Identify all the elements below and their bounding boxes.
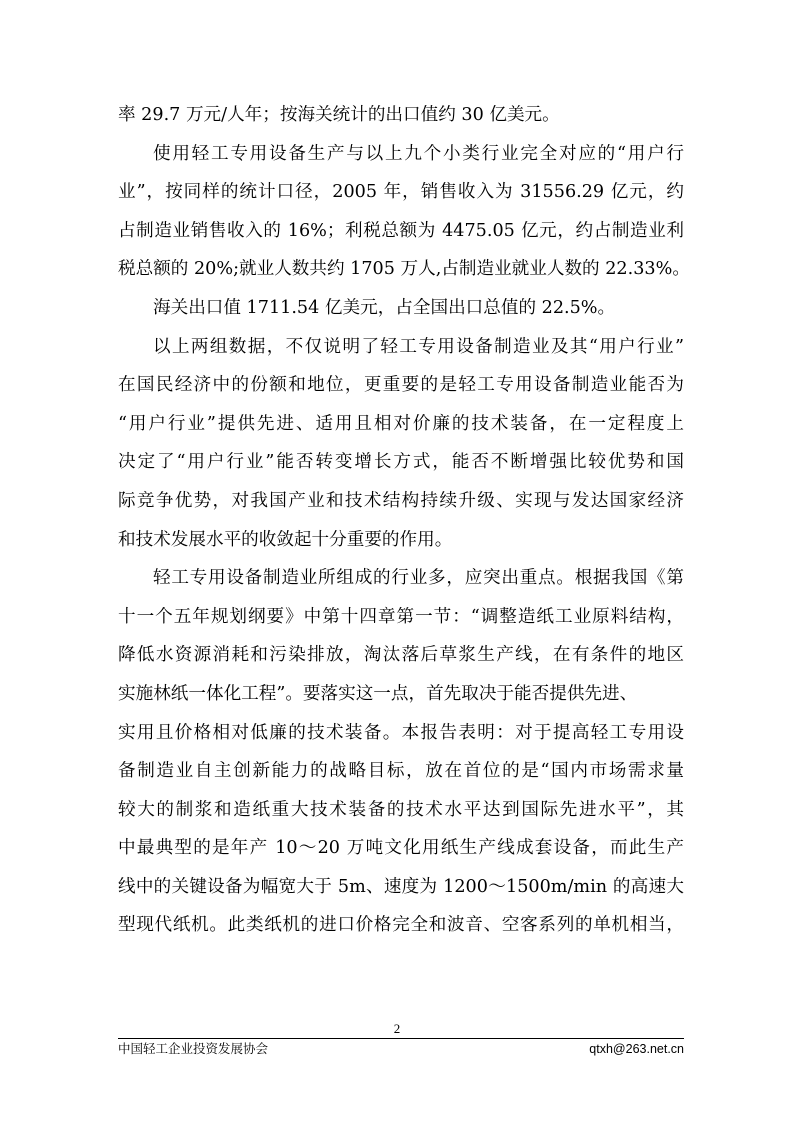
body-line: 实用且价格相对低廉的技术装备。本报告表明：对于提高轻工专用设 (118, 722, 684, 743)
body-line: 在国民经济中的份额和地位，更重要的是轻工专用设备制造业能否为 (118, 375, 684, 396)
body-line: 线中的关键设备为幅宽大于 5m、速度为 1200～1500m/min 的高速大 (118, 876, 684, 897)
footer-email: qtxh@263.net.cn (589, 1042, 684, 1056)
body-line: “用户行业”提供先进、适用且相对价廉的技术装备，在一定程度上 (118, 413, 684, 434)
body-line: 业”，按同样的统计口径，2005 年，销售收入为 31556.29 亿元，约 (118, 182, 684, 203)
body-line: 实施林纸一体化工程”。要落实这一点，首先取决于能否提供先进、 (118, 683, 638, 704)
footer-divider (118, 1038, 684, 1039)
body-line: 和技术发展水平的收敛起十分重要的作用。 (118, 529, 453, 550)
body-line: 备制造业自主创新能力的战略目标，放在首位的是“国内市场需求量 (118, 761, 684, 782)
body-line: 税总额的 20%;就业人数共约 1705 万人,占制造业就业人数的 22.33%。 (118, 259, 690, 280)
footer-organization: 中国轻工企业投资发展协会 (118, 1041, 269, 1056)
body-line: 较大的制浆和造纸重大技术装备的技术水平达到国际先进水平”，其 (118, 799, 684, 820)
body-line: 中最典型的是年产 10～20 万吨文化用纸生产线成套设备，而此生产 (118, 838, 684, 859)
body-line: 决定了“用户行业”能否转变增长方式，能否不断增强比较优势和国 (118, 452, 684, 473)
body-line: 以上两组数据，不仅说明了轻工专用设备制造业及其“用户行业” (153, 336, 684, 357)
page-number: 2 (393, 1021, 401, 1036)
body-line: 际竞争优势，对我国产业和技术结构持续升级、实现与发达国家经济 (118, 490, 684, 511)
body-text (118, 96, 690, 945)
body-line: 率 29.7 万元/人年；按海关统计的出口值约 30 亿美元。 (118, 105, 560, 125)
body-line: 使用轻工专用设备生产与以上九个小类行业完全对应的“用户行 (153, 143, 684, 164)
body-line: 轻工专用设备制造业所组成的行业多，应突出重点。根据我国《第 (153, 568, 684, 589)
body-line: 占制造业销售收入的 16%；利税总额为 4475.05 亿元，约占制造业利 (118, 220, 684, 241)
body-line: 降低水资源消耗和污染排放，淘汰落后草浆生产线，在有条件的地区 (118, 645, 684, 666)
body-line: 型现代纸机。此类纸机的进口价格完全和波音、空客系列的单机相当， (118, 915, 684, 936)
body-line: 十一个五年规划纲要》中第十四章第一节：“调整造纸工业原料结构， (118, 606, 684, 627)
body-line: 海关出口值 1711.54 亿美元，占全国出口总值的 22.5%。 (153, 297, 616, 318)
